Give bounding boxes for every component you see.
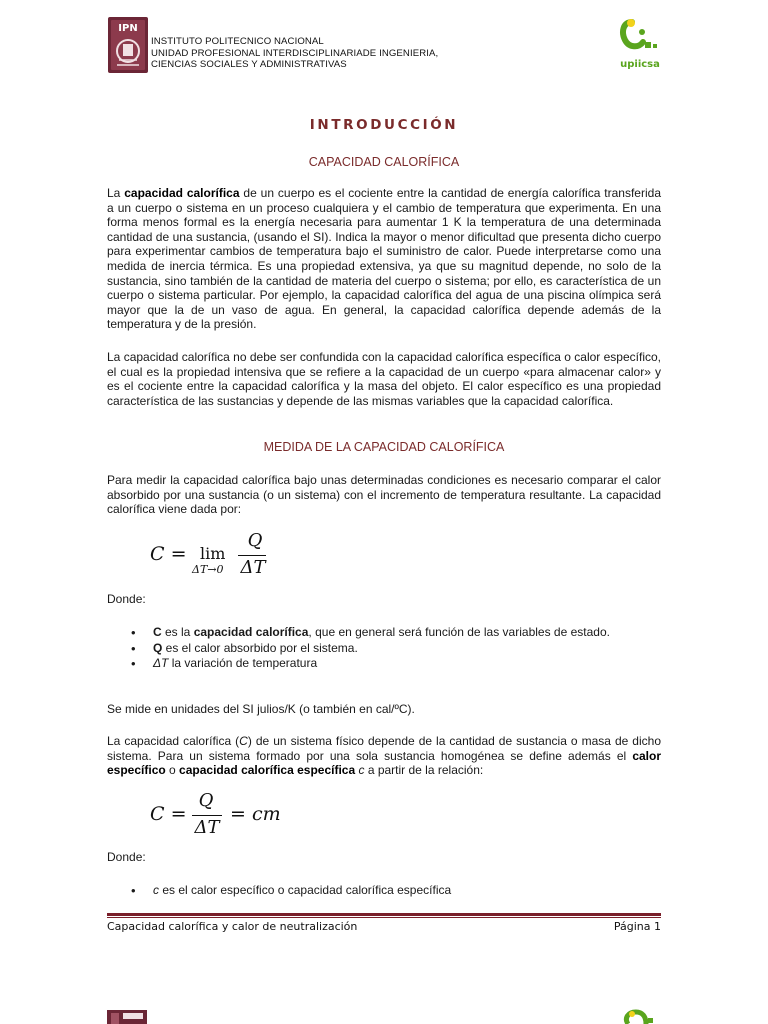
bold-term: calor específico [107,748,661,778]
formula-rhs: = cm [230,803,281,825]
page-number: Página 1 [613,920,661,933]
upiicsa-logo-icon [618,1008,658,1024]
list-item [107,641,661,657]
bold-term: capacidad calorífica [124,186,240,200]
formula-lhs: C = [150,543,187,565]
formula-cm [150,790,290,840]
symbol: c [358,763,365,778]
symbol: ΔT [153,656,169,671]
header-line-2: UNIDAD PROFESIONAL INTERDISCIPLINARIADE INGENIERIA, [151,47,439,59]
header-line-3: CIENCIAS SOCIALES Y ADMINISTRATIVAS [151,59,347,70]
list-item [107,656,661,672]
text-run: a partir de la relación: [364,763,484,778]
text-run: de un cuerpo es el cociente entre la cantidad de energía calorífica transferida a un cuerpo o sistema en un proceso cualquiera y el cambio de temperatura que experimenta. En una forma menos formal es la energía necesaria para aumentar 1 K la temperatura de una determinada cantidad de una sustancia, (usando el SI). Indica la mayor o menor dificultad que presenta dicho cuerpo para experimentar cambios de temperatura bajo el suministro de calor. Puede interpretarse como una medida de inercia térmica. Es una propiedad extensiva, ya que su magnitud depende, no solo de la sustancia, sino también de la cantidad de materia del cuerpo o sistema; por ello, es característica de un cuerpo o sistema particular. Por ejemplo, la capacidad calorífica del agua de una piscina olímpica será mayor que la de un vaso de agua. En general, la capacidad calorífica depende además de la temperatura y de la presión. [107,186,661,332]
donde-label-2: Donde: [107,850,146,864]
paragraph-definicion [107,186,661,332]
formula-denominator: ΔT [240,557,266,578]
footer-title: Capacidad calorífica y calor de neutralización [107,920,358,933]
footer-rule-thin [107,917,661,918]
list-item [107,883,661,899]
paragraph-calor-especifico: La capacidad calorífica no debe ser confundida con la capacidad calorífica específica o calor específico, el cual es la propiedad intensiva que se refiere a la capacidad de un cuerpo «para almacenar calor» y es el cociente entre la capacidad calorífica y la masa del objeto. El calor específico es una propiedad característica de las sustancias y depende de las mismas variables que la capacidad calorífica. [107,350,661,408]
list-item [107,625,661,641]
text-run: , que en general será función de las variables de estado. [308,625,610,639]
section-heading-medida: MEDIDA DE LA CAPACIDAD CALORÍFICA [263,440,505,454]
formula-limit [150,530,290,582]
text-run: La [107,186,125,200]
paragraph-relacion [107,734,661,778]
footer-rule [107,913,661,916]
text-run: ) de un sistema físico depende de la cantidad de sustancia o masa de dicho sistema. Para un sistema formado por una sola sustancia homogénea se define además el [107,734,661,763]
upiicsa-logo-icon [615,14,665,74]
formula-lim-sub: ΔT→0 [192,563,224,576]
paragraph-unidades: Se mide en unidades del SI julios/K (o también en cal/ºC). [107,702,415,716]
symbol: c [153,883,159,897]
bold-term: Q [153,640,163,655]
formula-lim: lim [200,544,226,563]
text-run: o [165,763,180,778]
paragraph-medida: Para medir la capacidad calorífica bajo unas determinadas condiciones es necesario comparar el calor absorbido por una sustancia (o un sistema) con el incremento de temperatura resultante. La capacidad calorífica viene dada por: [107,473,661,517]
formula-numerator: Q [247,530,263,551]
bold-term: capacidad calorífica [193,625,309,639]
formula-numerator: Q [198,790,214,811]
text-run: es el calor absorbido por el sistema. [162,640,358,655]
text-run: es el calor específico o capacidad calorífica específica [159,883,452,897]
ipn-logo-icon [107,1008,147,1024]
variables-list [107,625,661,672]
section-heading-capacidad: CAPACIDAD CALORÍFICA [308,155,460,169]
text-run: es la [161,625,194,639]
symbol: C [239,734,248,748]
text-run: La capacidad calorífica ( [107,734,240,748]
formula-denominator: ΔT [194,817,220,838]
page-title: INTRODUCCIÓN [309,117,459,133]
formula-lhs: C = [150,803,187,825]
header-line-1: INSTITUTO POLITECNICO NACIONAL [151,36,324,47]
ipn-logo-icon [107,16,149,74]
ipn-logo-text: IPN [118,23,138,34]
fraction-bar [238,555,266,556]
fraction-bar [192,815,222,816]
institution-header [151,36,438,71]
upiicsa-logo-text: upiicsa [620,59,660,70]
bold-term: C [153,625,162,639]
donde-label-1: Donde: [107,592,146,606]
text-run: la variación de temperatura [168,656,318,671]
specific-heat-list [107,883,661,899]
bold-term: capacidad calorífica específica [179,763,356,778]
